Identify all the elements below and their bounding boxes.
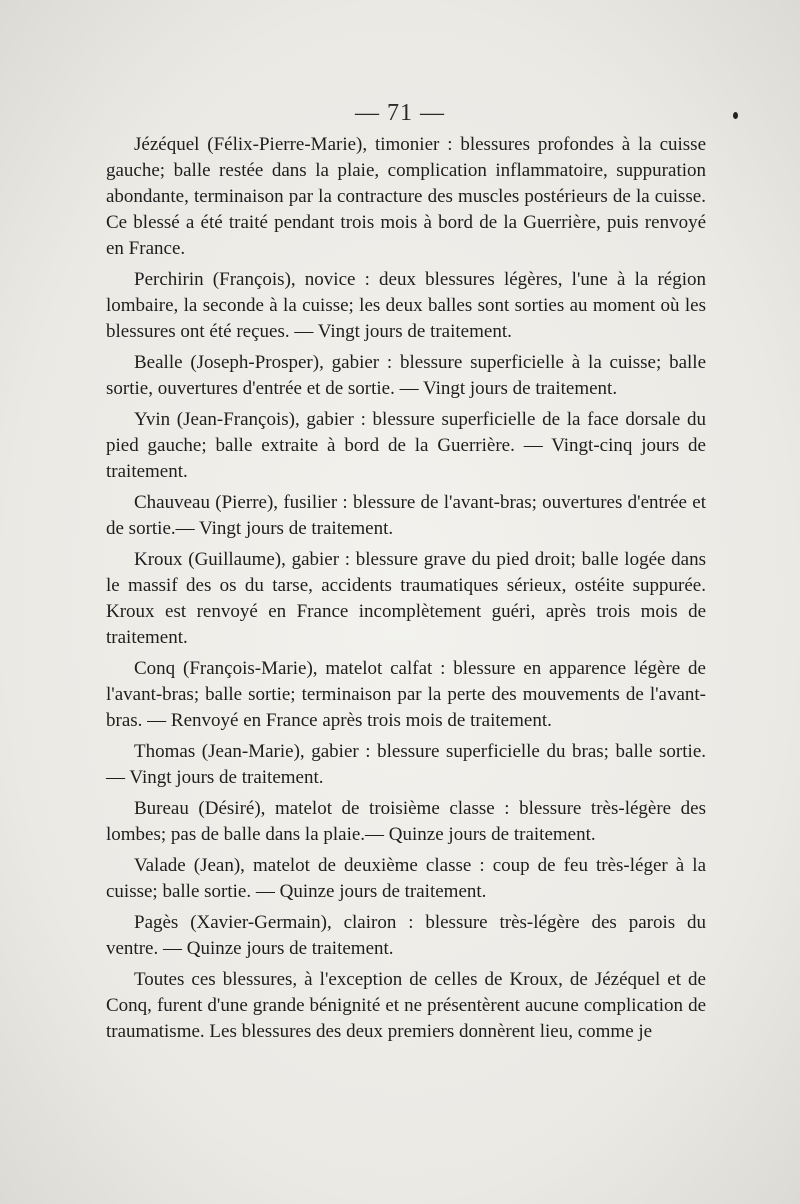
body-text	[106, 132, 706, 1050]
paragraph-yvin: Yvin (Jean-François), gabier : blessure superficielle de la face dorsale du pied gauche; balle extraite à bord de la Guerrière. — Vingt-cinq jours de traitement.	[106, 409, 706, 482]
ink-speck	[733, 112, 738, 119]
paragraph-conq: Conq (François-Marie), matelot calfat : blessure en apparence légère de l'avant-bras; balle sortie; terminaison par la perte des mouvements de l'avant-bras. — Renvoyé en France après trois mois de traitement.	[106, 658, 706, 731]
paragraph-kroux: Kroux (Guillaume), gabier : blessure grave du pied droit; balle logée dans le massif des os du tarse, accidents traumatiques sérieux, ostéite suppurée. Kroux est renvoyé en France incomplètement guéri, après trois mois de traitement.	[106, 549, 706, 648]
page-number: — 71 —	[355, 100, 445, 126]
paragraph-bealle: Bealle (Joseph-Prosper), gabier : blessure superficielle à la cuisse; balle sortie, ouvertures d'entrée et de sortie. — Vingt jours de traitement.	[106, 352, 706, 399]
paragraph-jezequel: Jézéquel (Félix-Pierre-Marie), timonier : blessures profondes à la cuisse gauche; balle restée dans la plaie, complication inflammatoire, suppuration abondante, terminaison par la contracture des muscles postérieurs de la cuisse. Ce blessé a été traité pendant trois mois à bord de la Guerrière, puis renvoyé en France.	[106, 134, 706, 259]
paragraph-perchirin: Perchirin (François), novice : deux blessures légères, l'une à la région lombaire, la seconde à la cuisse; les deux balles sont sorties au moment où les blessures ont été reçues. — Vingt jours de traitement.	[106, 269, 706, 342]
paragraph-thomas: Thomas (Jean-Marie), gabier : blessure superficielle du bras; balle sortie. — Vingt jours de traitement.	[106, 741, 706, 788]
paragraph-chauveau: Chauveau (Pierre), fusilier : blessure de l'avant-bras; ouvertures d'entrée et de sortie.— Vingt jours de traitement.	[106, 492, 706, 539]
paragraph-valade: Valade (Jean), matelot de deuxième classe : coup de feu très-léger à la cuisse; balle sortie. — Quinze jours de traitement.	[106, 855, 706, 902]
paragraph-pages: Pagès (Xavier-Germain), clairon : blessure très-légère des parois du ventre. — Quinze jours de traitement.	[106, 912, 706, 959]
paragraph-summary: Toutes ces blessures, à l'exception de celles de Kroux, de Jézéquel et de Conq, furent d'une grande bénignité et ne présentèrent aucune complication de traumatisme. Les blessures des deux premiers donnèrent lieu, comme je	[106, 969, 706, 1042]
paragraph-bureau: Bureau (Désiré), matelot de troisième classe : blessure très-légère des lombes; pas de balle dans la plaie.— Quinze jours de traitement.	[106, 798, 706, 845]
